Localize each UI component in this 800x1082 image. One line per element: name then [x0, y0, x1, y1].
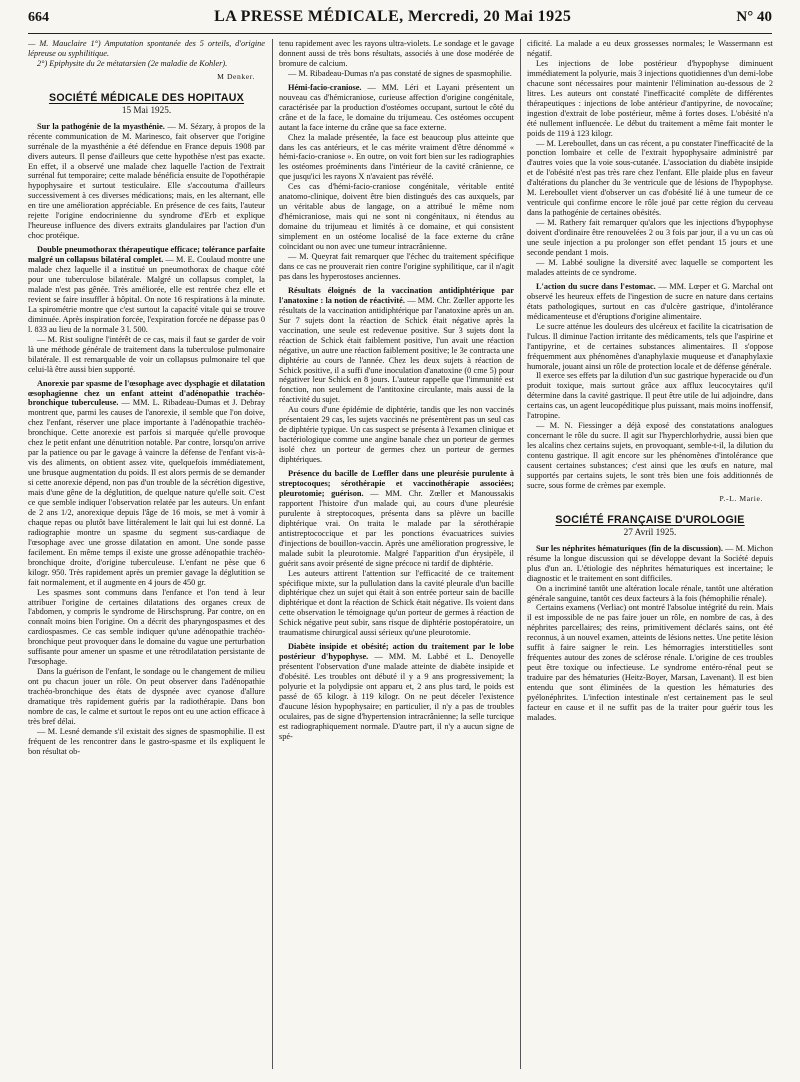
paragraph-text: — MM. Chr. Zœller et Manoussakis rapportent l'histoire d'un malade qui, au cours d'une pleurésie purulente à streptocoques, présenta dans sa plèvre un bacille diphtérique vrai. On traita le malade par la sérothérapie antistreptococcique et par les ponctions évacuatrices suivies d'injections de bouillon-vaccin. Après une amélioration progressive, le malade subit la pleurotomie. Malgré l'apparition d'un érysipèle, il guérit sans avoir présenté de signe précoce ni tardif de diphtérie.: [279, 488, 514, 568]
paragraph: [279, 469, 514, 569]
paragraph: — M. Rathery fait remarquer qu'alors que les injections d'hypophyse doivent d'ordinaire être renouvelées 2 ou 3 fois par jour, il a vu un cas où une seule injection a pu prolonger son effet pendant 15 jours et une seconde pendant 1 mois.: [527, 218, 773, 258]
signature: M Denker.: [217, 71, 255, 81]
column-3: [527, 39, 773, 1075]
paragraph: cificité. La malade a eu deux grossesses normales; le Wassermann est négatif.: [527, 39, 773, 58]
intro-item: [28, 59, 265, 69]
paragraph: — M. Lesné demande s'il existait des signes de spasmophilie. Il est fréquent de les rencontrer dans le gastro-spasme et ils expliquent le bon résultat ob-: [28, 726, 265, 756]
topic-title: Double pneumothorax thérapeutique efficace; tolérance parfaite malgré un collapsus bilatéral complet.: [28, 245, 265, 265]
running-header: [28, 8, 772, 34]
paragraph: Au cours d'une épidémie de diphtérie, tandis que les non vaccinés présentaient 29 cas, les sujets vaccinés ne présentèrent pas un seul cas de diphtérie typique. Un cas suspect se présenta à l'examen clinique et bactériologique comme une angine banale chez un porteur de germes isolé chez un porteur de germes chez un porteur de germes diphtériques.: [279, 405, 514, 465]
paragraph: Ces cas d'hémi-facio-craniose congénitale, véritable entité anatomo-clinique, doivent être bien distingués des cas auxquels, par un véritable abus de langage, on a attribué le même nom d'hémicraniose, mais qui ne sont ni congénitaux, ni étendus au domaine du trijumeau et limités à ce domaine, et qui consistent simplement en un ostéome localisé de la face externe du crâne coïncidant ou non avec une tumeur intracrânienne.: [279, 182, 514, 252]
topic-title: L'action du sucre dans l'estomac.: [536, 281, 656, 291]
paragraph: [28, 245, 265, 335]
paragraph: [279, 642, 514, 742]
topic-title: Anorexie par spasme de l'œsophage avec dysphagie et dilatation œsophagienne chez un enfant atteint d'adénopathie trachéo-bronchique tuberculeuse.: [28, 378, 265, 408]
session-date: 15 Mai 1925.: [121, 104, 172, 115]
session-date: 27 Avril 1925.: [623, 526, 677, 537]
topic-title: Résultats éloignés de la vaccination antidiphtérique par l'anatoxine : la notion de réactivité.: [279, 285, 514, 305]
paragraph-text: — M. Michon résume la longue discussion qui se développe devant la Société depuis plus d'un an. L'étiologie des néphrites hématuriques est incertaine; le diagnostic et le traitement en sont difficiles.: [527, 543, 773, 583]
issue-number: N° 40: [736, 9, 772, 25]
topic-title: Sur les néphrites hématuriques (fin de la discussion).: [536, 543, 723, 553]
paragraph: Il exerce ses effets par la dilution d'un suc gastrique hyperacide ou d'un produit toxique, mais surtout grâce aux afflux leucocytaires qu'il détermine dans la cavité gastrique. Il peut être utile de lui adjoindre, dans certains cas, un agent leucopéditique plus puissant, mais moins inoffensif, l'atropine.: [527, 371, 773, 421]
paragraph: — M. N. Fiessinger a déjà exposé des constatations analogues concernant le rôle du sucre. Il agit sur l'hyperchlorhydrie, aussi bien que les alcalins chez certains sujets, en provoquant, semble-t-il, la dilution du contenu gastrique. Il agit encore sur les phénomènes d'intolérance que causent certaines substances; c'est ainsi que les œufs en nature, mal supportés par certains sujets, le sont très bien une fois additionnés de sucre, sous forme de crèmes par exemple.: [527, 421, 773, 490]
paragraph: Les auteurs attirent l'attention sur l'efficacité de ce traitement spécifique mixte, sur la pullulation dans la cavité pleurale d'un bacille diphtérique chez un sujet qui était à son entrée porteur sain de bacille diphtérique et dont la réaction de Schick était négative. Ils voient dans cette observation le témoignage qu'un porteur de germes à réaction de Schick négative peut subir, sans risque de diphtérie postopératoire, un traumatisme chirurgical aussi sérieux qu'une pleurotomie.: [279, 568, 514, 638]
paragraph-text: — M. Sézary, à propos de la récente communication de M. Marinesco, fait observer que l'origine surrénale de la myasthénie a été défendue en France depuis 1908 par divers auteurs. Il pense d'ailleurs que cette hypothèse n'est pas exacte. En effet, il a observé une malade chez laquelle l'action de l'extrait surrénal fut temporaire; cette malade bénéficia ensuite de l'opothérapie hypophysaire et surtout testiculaire. Elle s'accoutuma d'ailleurs successivement à ces diverses médications; mais, en les alternant, elle en tire une amélioration appréciable. En présence de ces faits, l'auteur rejette l'origine endocrinienne du syndrome d'Erb et explique l'heureuse influence des divers extraits glandulaires par l'action d'un choc protéique.: [28, 121, 265, 241]
paragraph: [527, 544, 773, 584]
paragraph-text: — MM. Chr. Zœller apporte les résultats de la vaccination antidiphtérique par l'anatoxine après un an. Sur 7 sujets dont la réaction de Schick était négative après la vaccination, une seule est redevenue positive. Sur 3 sujets dont la réaction de Schick était faiblement positive, l'un avait une réaction négative, un autre une réaction faiblement positive; le 3e contracta une diphtérie au cours de l'année. Chez les deux sujets à réaction de Schick positive, il a suffi d'une inoculation d'anatoxine (0 cme 5) pour négativer leur Schick en 8 jours. L'auteur rappelle que l'immunité est fonction, non seulement de l'antitoxine circulante, mais aussi de la réactivité du sujet.: [279, 295, 514, 405]
society-heading: SOCIÉTÉ MÉDICALE DES HOPITAUX: [48, 91, 245, 104]
paragraph: [279, 286, 514, 405]
page-number: 664: [28, 10, 49, 25]
paragraph: Certains examens (Verliac) ont montré l'absolue intégrité du rein. Mais il est impossible de ne pas faire jouer un rôle, en nombre de cas, à des néphrites parcellaires; des reins, primitivement déclarés sains, ont été reconnus, à un nouvel examen, atteints de lésions nettes. Une petite lésion suffit à faire saigner le rein. Les hémorragies interstitielles sont fréquentes autour des zones de sclérose rénale. L'origine de ces troubles peut être toxique ou infectieuse. Le syndrome entéro-rénal peut se traduire par des hématuries (Heitz-Boyer, Marsan, Lavenant). Il est bien entendu que sont éliminées de la question les hématuries des pyélonéphrites. L'infection intestinale n'est certainement pas le seul facteur en cause et il ne suffit pas de la traiter pour guérir tous les malades.: [527, 603, 773, 722]
column-1: [28, 39, 265, 1075]
topic-title: Sur la pathogénie de la myasthénie.: [37, 121, 165, 131]
paragraph: Dans la guérison de l'enfant, le sondage ou le changement de milieu ont pu chacun jouer un rôle. On peut observer dans l'adénopathie trachéo-bronchique des états de dyspnée avec cyanose d'allure dramatique très rapidement guéris par la radiothérapie. Dans bon nombre de cas, le calme et surtout le repos ont eu une action efficace à très bref délai.: [28, 667, 265, 726]
paragraph: Le sucre atténue les douleurs des ulcéreux et facilite la cicatrisation de l'ulcus. Il diminue l'action irritante des médicaments, tels que l'aspirine et l'antipyrine, et de certaines substances alimentaires. Il s'oppose fréquemment aux phénomènes d'anaphylaxie muqueuse et d'anaphylaxie humorale, jouant ainsi un rôle de protection locale et de défense générale.: [527, 321, 773, 371]
topic-title: Diabète insipide et obésité; action du traitement par le lobe postérieur d'hypophyse.: [279, 642, 514, 662]
column-divider: [520, 39, 521, 1069]
paragraph-text: — MM. L. Ribadeau-Dumas et J. Debray montrent que, parmi les causes de l'anorexie, il semble que l'on doive, chez l'enfant, réserver une place importante à l'adénopathie trachéo-bronchique. Cette anorexie est parfois si marquée qu'elle provoque chez le petit enfant une dénutrition notable. Par contre, lorsqu'on arrive par la patience ou par le gavage à vaincre la défense de l'enfant vis-à-vis des aliments, on obtient assez vite, quelquefois immédiatement, une brusque augmentation du poids. Il est alors permis de se demander si cette anorexie dépend, non pas d'un trouble de la sécrétion digestive, mais d'une gêne de la déglutition, de quelque nature qu'elle soit. C'est ce que semble indiquer l'observation relatée par les auteurs. Un enfant de 2 ans 1/2, anorexique depuis l'âge de 16 mois, se met à vomir à chaque repas ou plutôt bave littéralement le lait qui lui est donné. La radiographie montre un spasme du segment sus-cardiaque de l'œsophage avec une grosse dilatation en amont. Une sonde passe facilement. En même temps il existe une grosse adénopathie trachéo-bronchique droite, d'origine tuberculeuse. L'enfant ne pèse que 6 kilogr. 950. Très rapidement après un premier gavage la déglutition se fait normalement, et il augmente en 4 jours de 450 gr.: [28, 398, 265, 587]
paragraph: [279, 83, 514, 133]
paragraph-text: — M. E. Coulaud montre une malade chez laquelle il a institué un pneumothorax de chaque côté pour une tuberculose bilatérale. Malgré un collapsus complet, la malade n'est pas gênée. Très améliorée, elle est rentrée chez elle et revient se faire insuffler à hôpital. On note 16 respirations à la minute. La spirométrie montre que c'est surtout la capacité vitale qui se trouve diminuée. Après inspiration forcée, l'expiration forcée ne dépasse pas 0 l. 833 au lieu de la normale 3 l. 500.: [28, 255, 265, 334]
paragraph: — M. Rist souligne l'intérêt de ce cas, mais il faut se garder de voir là une méthode générale de traitement dans la tuberculose pulmonaire bilatérale. Il est remarquable de voir un collapsus pulmonaire tel que celui-là être aussi bien supporté.: [28, 334, 265, 374]
paragraph: On a incriminé tantôt une altération locale rénale, tantôt une altération générale sanguine, tantôt ces deux facteurs à la fois (hémophilie rénale).: [527, 583, 773, 603]
paragraph: — M. Ribadeau-Dumas n'a pas constaté de signes de spasmophilie.: [288, 68, 512, 78]
paragraph-text: — MM. Lœper et G. Marchal ont observé les heureux effets de l'ingestion de sucre en nature dans certains états pathologiques, surtout en cas d'ulcère gastrique, d'intolérance médicamenteuse et d'éruptions d'origine alimentaire.: [527, 281, 773, 321]
intro-item: [28, 39, 265, 59]
paragraph: Chez la malade présentée, la face est beaucoup plus atteinte que dans les cas antérieurs, et le cas mérite vraiment d'être dénommé « hémi-facio-craniose ». En outre, on voit fort bien sur les radiographies les ostéomes proéminents dans l'intérieur de la cavité crânienne, ce que jusqu'ici les rayons X n'avaient pas révélé.: [279, 132, 514, 182]
paragraph: — M. Lereboullet, dans un cas récent, a pu constater l'inefficacité de la ponction lombaire et celle de l'extrait hypophysaire administré par d'autres voies que la voie sous-cutanée. L'association du diabète insipide et de l'obésité n'est pas très rare chez l'enfant. Elle plaide plus en faveur d'altérations du plancher du 3e ventricule que de lésions de l'hypophyse. M. Lereboullet vient d'observer un cas d'obésité lié à une tumeur de ce ventricule qui confirme encore le rôle joué par cette région du cerveau dans la pathogénie de certaines obésités.: [527, 138, 773, 218]
topic-title: Présence du bacille de Lœffler dans une pleurésie purulente à streptocoques; sérothérapie et vaccinothérapie associées; pleurotomie; guérison.: [279, 469, 514, 498]
paragraph: tenu rapidement avec les rayons ultra-violets. Le sondage et le gavage donnent aussi de très bons résultats, associés à une dose modérée de bromure de calcium.: [279, 39, 514, 68]
column-2: [279, 39, 514, 1075]
paragraph-text: — MM. M. Labbé et L. Denoyelle présentent l'observation d'une malade atteinte de diabète insipide et d'obésité. Les troubles ont débuté il y a 9 ans progressivement; la polyurie et la polydipsie ont apparu et, 2 ans plus tard, le poids est passé de 65 kilogr. à 119 kilogr. On ne peut déceler l'existence d'aucune lésion hypophysaire; en particulier, il n'y a pas de troubles oculaires, pas de signe d'hypertension intracrânienne; la selle turcique est radiographiquement normale. D'autre part, il n'y a aucun signe de spé-: [279, 652, 514, 741]
paragraph: Les injections de lobe postérieur d'hypophyse diminuent immédiatement la polyurie, mais 3 injections quotidiennes d'un demi-lobe chacune sont nécessaires pour maintenir l'élimination au-dessous de 2 litres. Les auteurs ont constaté l'inefficacité complète de différentes thérapeutiques : injections de lobe antérieur d'antipyrine, de novocaïne; ingestion d'extrait de lobe postérieur, même à fortes doses. L'obésité n'a été nullement influencée. Le début du traitement a même fait monter le poids de 119 à 123 kilogr.: [527, 58, 773, 138]
paragraph: Les spasmes sont communs dans l'enfance et l'on tend à leur attribuer l'origine de certaines dilatations des organes creux de l'abdomen, y compris le syndrome de Hirschsprung. Par contre, on en connaît moins bien l'origine. On a décrit des pharyngospasmes et des cardiospasmes. Ce cas semble indiquer qu'une adénopathie trachéo-bronchique peut provoquer dans le domaine du vague une perturbation suffisante pour amener un spasme et une rétrodilatation persistante de l'œsophage.: [28, 587, 265, 667]
society-heading: SOCIÉTÉ FRANÇAISE D'UROLOGIE: [555, 513, 745, 526]
paragraph-text: — MM. Léri et Layani présentent un nouveau cas d'hémicraniose, curieuse affection d'origine congénitale, caractérisée par la production d'ostéomes occupant, surtout le côté du crâne et de la face, le domaine du trijumeau. Ces ostéomes occupent autant la face interne du crâne que sa face externe.: [279, 82, 514, 132]
journal-title: LA PRESSE MÉDICALE, Mercredi, 20 Mai 1925: [214, 8, 572, 25]
paragraph: [28, 379, 265, 588]
paragraph: — M. Queyrat fait remarquer que l'échec du traitement spécifique dans ce cas ne prouverait rien contre l'origine syphilitique, car il n'agit pas dans les hyperostoses anciennes.: [279, 252, 514, 281]
paragraph: [527, 282, 773, 322]
signature: P.-L. Marie.: [719, 493, 763, 503]
intro-text: — M. Mauclaire 1°) Amputation spontanée des 5 orteils, d'origine lépreuse ou syphilitique.: [28, 39, 265, 58]
header-rule: [28, 33, 772, 34]
paragraph: — M. Labbé souligne la diversité avec laquelle se comportent les malades atteints de ce syndrome.: [527, 257, 773, 277]
column-divider: [272, 39, 273, 1069]
topic-title: Hémi-facio-craniose.: [288, 82, 362, 92]
paragraph: [28, 122, 265, 241]
intro-text: 2°) Epiphysite du 2e métatarsien (2e maladie de Kohler).: [37, 58, 228, 68]
